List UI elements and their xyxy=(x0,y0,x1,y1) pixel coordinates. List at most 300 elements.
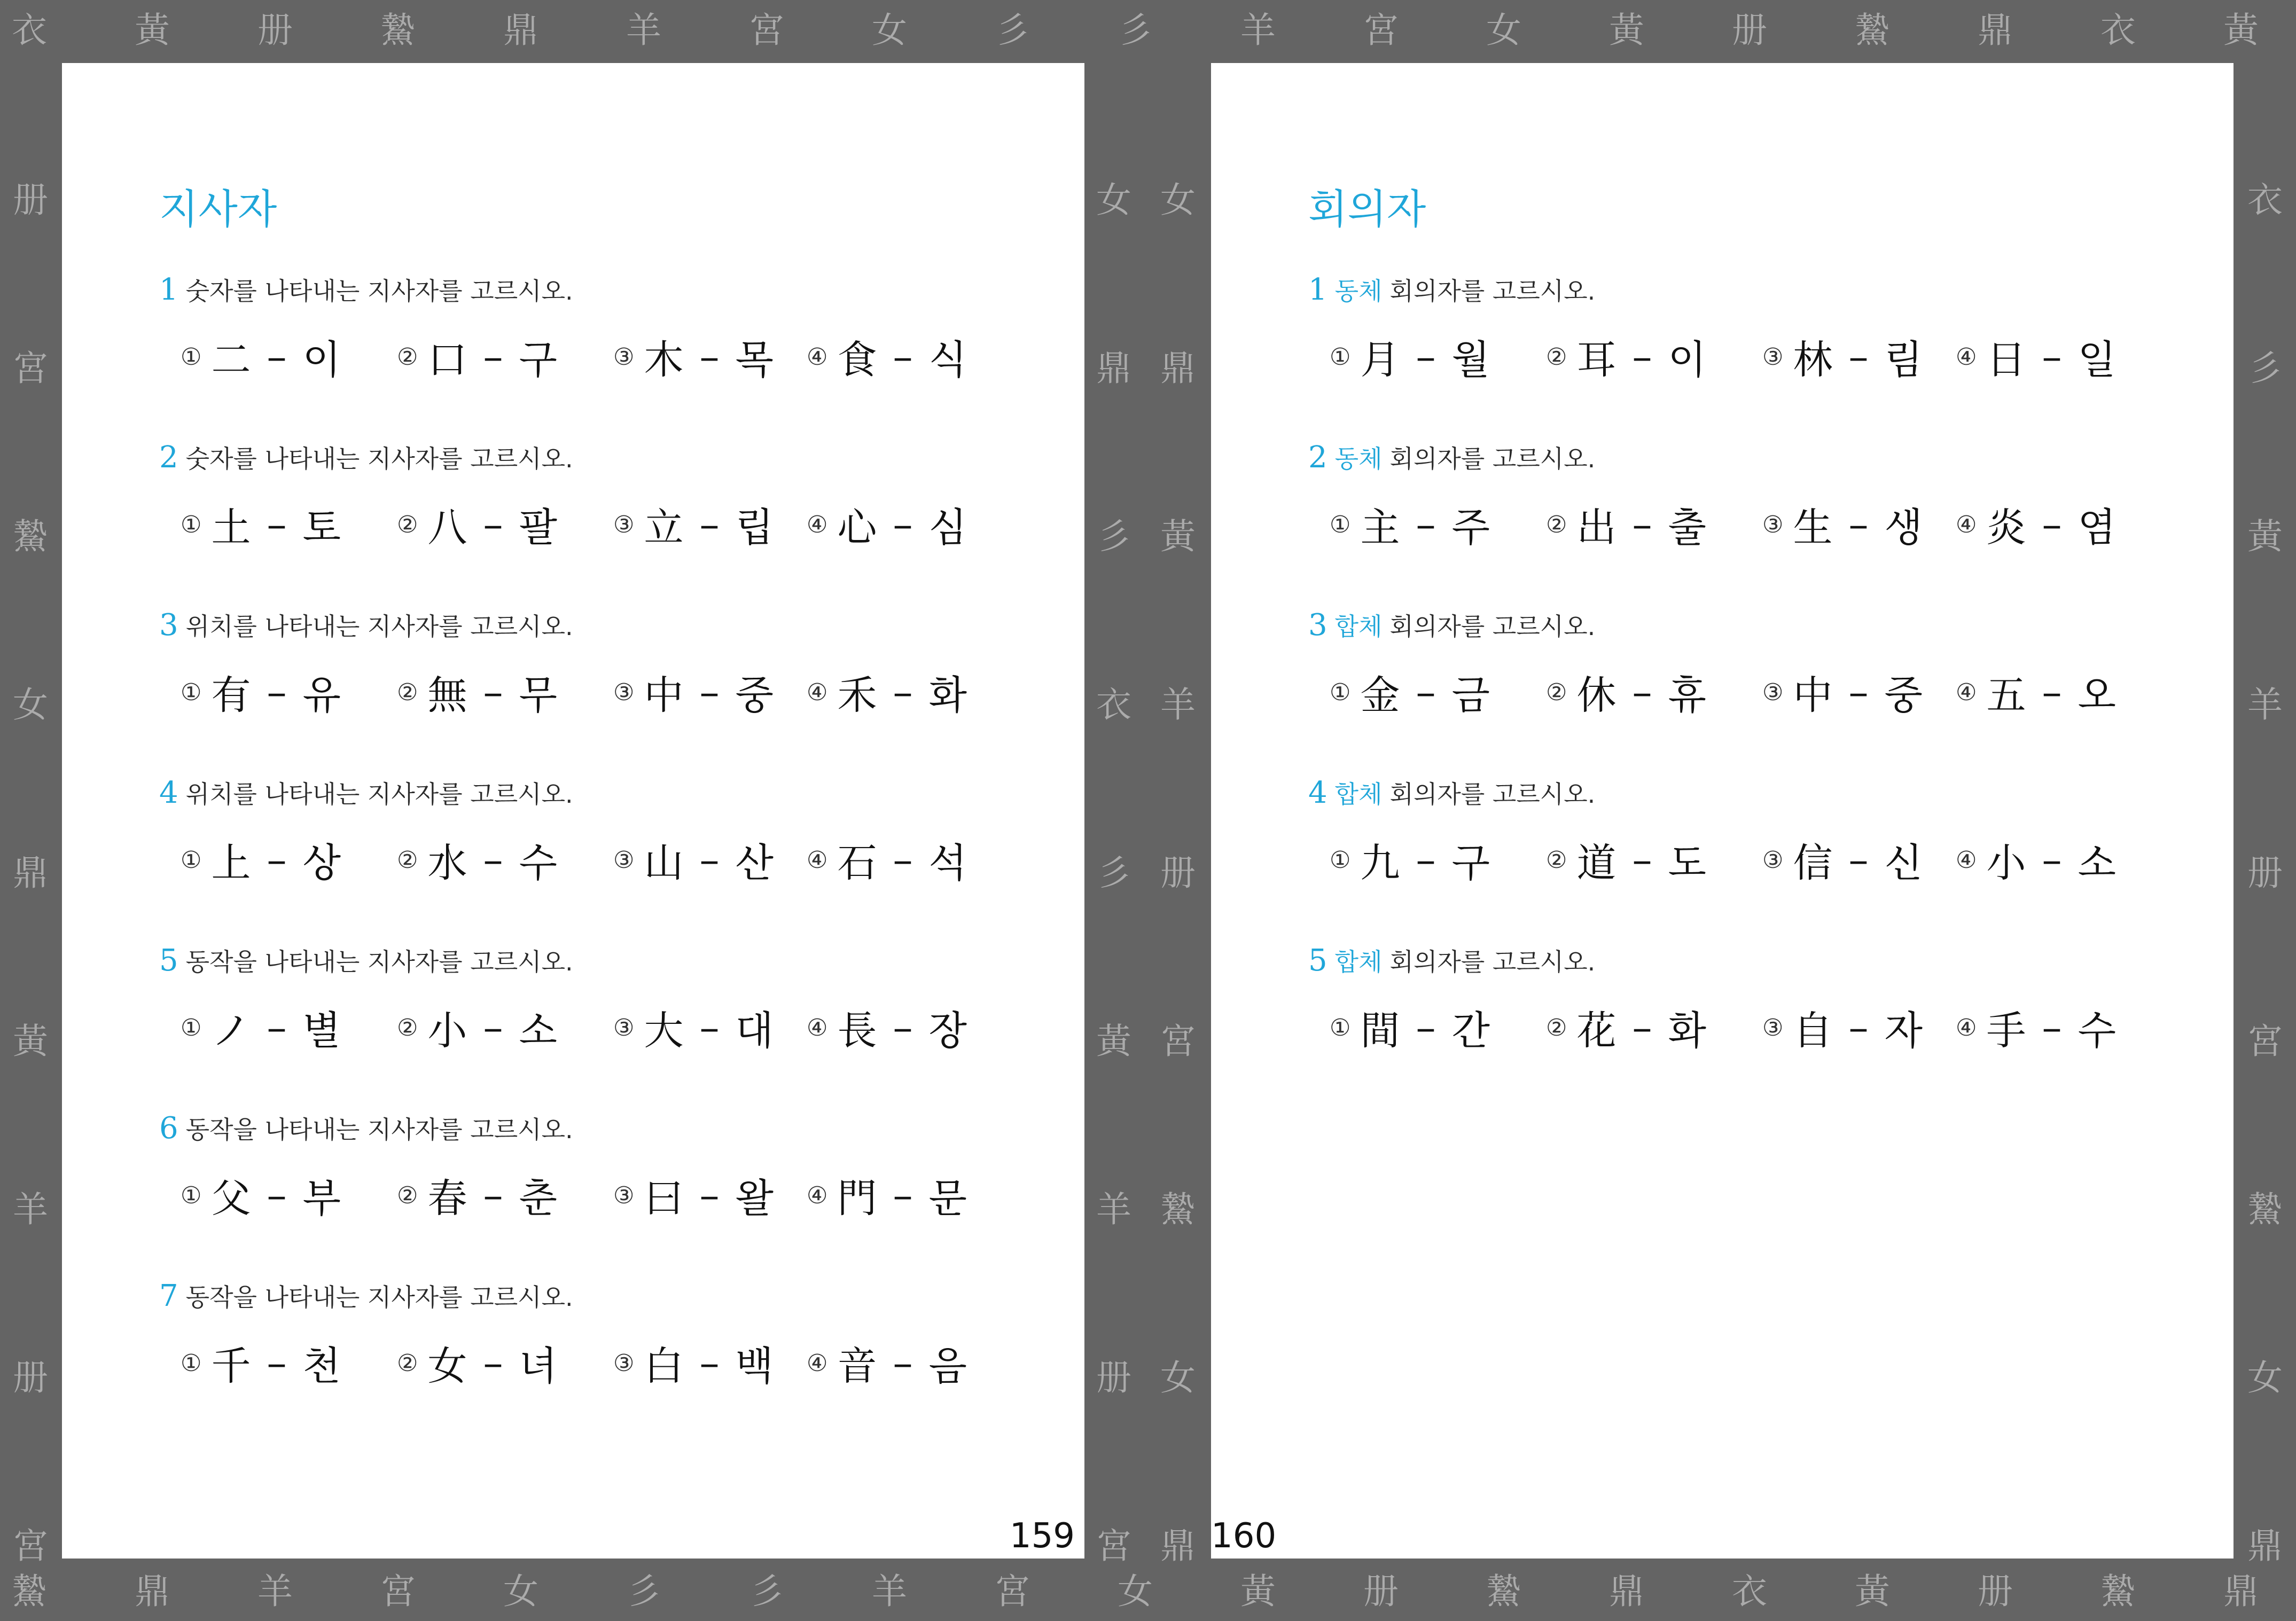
answer-option-3[interactable] xyxy=(1762,998,1956,1057)
option-marker: ② xyxy=(1546,1014,1567,1041)
option-hanja: 小 xyxy=(427,1008,467,1054)
border-ornament: 衣 xyxy=(2100,10,2136,51)
option-hanja: 九 xyxy=(1360,840,1400,886)
question-prompt xyxy=(159,777,573,810)
border-ornament: 羊 xyxy=(257,1571,293,1612)
border-ornament: 彡 xyxy=(1096,516,1131,557)
option-dash: – xyxy=(267,1005,287,1051)
answer-option-1[interactable] xyxy=(181,998,397,1057)
answer-option-1[interactable] xyxy=(1330,831,1546,889)
option-dash: – xyxy=(483,502,503,547)
option-dash: – xyxy=(2042,837,2062,883)
option-dash: – xyxy=(1848,334,1869,380)
border-ornament: 衣 xyxy=(12,10,47,51)
option-marker: ② xyxy=(397,1181,418,1209)
option-hanja: 立 xyxy=(644,505,684,551)
question-tag: 동체 xyxy=(1334,444,1383,473)
question-text: 회의자를 고르시오. xyxy=(1389,444,1596,473)
option-hanja: 中 xyxy=(644,672,684,718)
question-text: 회의자를 고르시오. xyxy=(1389,277,1596,306)
option-dash: – xyxy=(2042,334,2062,380)
option-marker: ② xyxy=(397,1349,418,1377)
option-dash: – xyxy=(699,669,720,715)
option-marker: ① xyxy=(1330,846,1351,874)
answer-options xyxy=(181,831,1025,889)
answer-option-2[interactable] xyxy=(1546,998,1762,1057)
answer-option-3[interactable] xyxy=(613,663,807,722)
answer-option-1[interactable] xyxy=(181,495,397,554)
question-5 xyxy=(159,945,1041,1111)
option-dash: – xyxy=(893,837,913,883)
answer-option-3[interactable] xyxy=(1762,831,1956,889)
answer-option-4[interactable] xyxy=(807,1166,1000,1225)
question-6 xyxy=(159,1113,1041,1279)
option-marker: ① xyxy=(1330,678,1351,706)
option-reading: 오 xyxy=(2078,672,2116,718)
option-dash: – xyxy=(893,334,913,380)
option-dash: – xyxy=(699,837,720,883)
option-marker: ② xyxy=(1546,343,1567,371)
option-dash: – xyxy=(893,502,913,547)
answer-option-3[interactable] xyxy=(613,831,807,889)
option-dash: – xyxy=(1848,502,1869,547)
option-hanja: 石 xyxy=(837,840,877,886)
option-marker: ④ xyxy=(1956,343,1977,371)
question-4 xyxy=(1308,777,2190,944)
border-ornament: 鼎 xyxy=(13,852,48,894)
option-marker: ① xyxy=(181,1349,202,1377)
option-reading: 토 xyxy=(302,505,341,551)
border-ornament: 䲀 xyxy=(1160,1189,1196,1230)
option-hanja: 門 xyxy=(837,1176,877,1221)
option-hanja: 主 xyxy=(1360,505,1400,551)
option-marker: ④ xyxy=(807,1014,828,1041)
answer-option-1[interactable] xyxy=(181,1166,397,1225)
option-hanja: 出 xyxy=(1576,505,1616,551)
option-marker: ④ xyxy=(807,846,828,874)
option-reading: 수 xyxy=(2078,1008,2116,1054)
option-hanja: 花 xyxy=(1576,1008,1616,1054)
border-ornament: 羊 xyxy=(1160,684,1196,725)
option-marker: ② xyxy=(1546,511,1567,538)
option-marker: ② xyxy=(397,678,418,706)
border-ornament: 羊 xyxy=(13,1189,48,1230)
option-hanja: 曰 xyxy=(644,1176,684,1221)
answer-option-3[interactable] xyxy=(1762,663,1956,722)
answer-option-4[interactable] xyxy=(1956,831,2149,889)
border-ornament: 女 xyxy=(2247,1357,2283,1398)
option-reading: 문 xyxy=(928,1176,967,1221)
border-ornament: 鼎 xyxy=(2223,1571,2259,1612)
option-hanja: 休 xyxy=(1576,672,1616,718)
option-reading: 유 xyxy=(302,672,341,718)
option-hanja: 千 xyxy=(211,1343,251,1389)
answer-option-4[interactable] xyxy=(1956,327,2149,386)
border-ornament: 彡 xyxy=(1096,852,1131,894)
option-marker: ② xyxy=(397,1014,418,1041)
option-dash: – xyxy=(483,837,503,883)
question-prompt xyxy=(1308,609,1595,643)
border-ornament: 黃 xyxy=(1096,1021,1131,1062)
question-number: 1 xyxy=(159,272,178,307)
question-text: 숫자를 나타내는 지사자를 고르시오. xyxy=(185,277,573,306)
option-dash: – xyxy=(699,1172,720,1218)
border-ornament: 女 xyxy=(872,10,907,51)
answer-option-1[interactable] xyxy=(181,831,397,889)
answer-option-3[interactable] xyxy=(1762,495,1956,554)
border-ornament: 鼎 xyxy=(135,1571,170,1612)
answer-option-4[interactable] xyxy=(1956,998,2149,1057)
option-dash: – xyxy=(267,837,287,883)
option-marker: ② xyxy=(397,343,418,371)
option-dash: – xyxy=(1416,837,1436,883)
answer-option-2[interactable] xyxy=(397,998,613,1057)
question-5 xyxy=(1308,945,2190,1111)
option-dash: – xyxy=(267,669,287,715)
answer-option-2[interactable] xyxy=(397,1334,613,1392)
option-hanja: 有 xyxy=(211,672,251,718)
question-number: 5 xyxy=(159,943,178,978)
answer-option-4[interactable] xyxy=(807,831,1000,889)
option-reading: 구 xyxy=(519,337,557,383)
answer-option-2[interactable] xyxy=(397,831,613,889)
option-hanja: 無 xyxy=(427,672,467,718)
option-reading: 소 xyxy=(519,1008,557,1054)
question-text: 숫자를 나타내는 지사자를 고르시오. xyxy=(185,444,573,473)
option-reading: 목 xyxy=(735,337,774,383)
answer-options xyxy=(181,327,1025,386)
answer-options xyxy=(181,1334,1025,1392)
question-7 xyxy=(159,1280,1041,1447)
question-tag: 합체 xyxy=(1334,780,1383,809)
option-hanja: 小 xyxy=(1986,840,2026,886)
border-ornament: 宮 xyxy=(13,348,48,389)
option-reading: 이 xyxy=(302,337,341,383)
answer-option-1[interactable] xyxy=(1330,327,1546,386)
answer-option-1[interactable] xyxy=(181,327,397,386)
option-marker: ④ xyxy=(1956,678,1977,706)
option-marker: ② xyxy=(1546,846,1567,874)
option-dash: – xyxy=(1416,334,1436,380)
option-dash: – xyxy=(699,1005,720,1051)
option-dash: – xyxy=(267,334,287,380)
border-ornament: 黃 xyxy=(2247,516,2283,557)
border-ornament: 䲀 xyxy=(12,1571,47,1612)
border-ornament: 䲀 xyxy=(1486,1571,1521,1612)
answer-option-1[interactable] xyxy=(181,1334,397,1392)
option-dash: – xyxy=(267,1172,287,1218)
option-marker: ② xyxy=(397,511,418,538)
answer-option-3[interactable] xyxy=(613,327,807,386)
option-hanja: 生 xyxy=(1793,505,1833,551)
answer-options xyxy=(1330,327,2174,386)
option-dash: – xyxy=(1632,669,1652,715)
option-hanja: 上 xyxy=(211,840,251,886)
option-marker: ③ xyxy=(1762,1014,1784,1041)
question-text: 위치를 나타내는 지사자를 고르시오. xyxy=(185,780,573,809)
option-reading: 춘 xyxy=(519,1176,557,1221)
option-hanja: 炎 xyxy=(1986,505,2026,551)
option-hanja: 木 xyxy=(644,337,684,383)
answer-option-2[interactable] xyxy=(397,495,613,554)
border-ornament: 册 xyxy=(1978,1571,2013,1612)
border-ornament: 女 xyxy=(1096,179,1131,221)
question-number: 3 xyxy=(1308,608,1327,643)
border-ornament: 册 xyxy=(1363,1571,1399,1612)
question-2 xyxy=(1308,442,2190,608)
option-marker: ④ xyxy=(1956,846,1977,874)
answer-option-4[interactable] xyxy=(807,998,1000,1057)
option-hanja: 月 xyxy=(1360,337,1400,383)
option-marker: ③ xyxy=(613,1349,635,1377)
option-marker: ② xyxy=(397,846,418,874)
border-ornament: 黃 xyxy=(1609,10,1644,51)
question-number: 2 xyxy=(1308,440,1327,475)
option-reading: 이 xyxy=(1668,337,1706,383)
option-reading: 심 xyxy=(928,505,967,551)
option-marker: ④ xyxy=(807,678,828,706)
option-reading: 중 xyxy=(1884,672,1923,718)
border-ornament: 彡 xyxy=(995,10,1030,51)
border-ornament: 宮 xyxy=(749,10,784,51)
option-marker: ① xyxy=(1330,1014,1351,1041)
answer-option-2[interactable] xyxy=(1546,663,1762,722)
option-reading: 휴 xyxy=(1668,672,1706,718)
border-ornament: 册 xyxy=(1160,852,1196,894)
option-reading: 팔 xyxy=(519,505,557,551)
option-hanja: 食 xyxy=(837,337,877,383)
answer-option-1[interactable] xyxy=(181,663,397,722)
option-hanja: 禾 xyxy=(837,672,877,718)
question-prompt xyxy=(159,274,573,307)
answer-option-4[interactable] xyxy=(1956,663,2149,722)
option-reading: 화 xyxy=(1668,1008,1706,1054)
option-dash: – xyxy=(483,1005,503,1051)
answer-option-3[interactable] xyxy=(613,998,807,1057)
option-dash: – xyxy=(483,1340,503,1386)
option-marker: ④ xyxy=(807,343,828,371)
option-reading: 음 xyxy=(928,1343,967,1389)
border-ornament: 䲀 xyxy=(13,516,48,557)
option-reading: 화 xyxy=(928,672,967,718)
border-ornament: 册 xyxy=(2247,852,2283,894)
border-ornament: 彡 xyxy=(2247,348,2283,389)
border-ornament: 黃 xyxy=(1240,1571,1276,1612)
border-ornament: 彡 xyxy=(1118,10,1153,51)
option-hanja: 自 xyxy=(1793,1008,1833,1054)
border-ornament: 女 xyxy=(1486,10,1521,51)
border-ornament: 黃 xyxy=(1160,516,1196,557)
border-ornament: 鼎 xyxy=(1609,1571,1644,1612)
option-dash: – xyxy=(267,1340,287,1386)
answer-option-2[interactable] xyxy=(1546,831,1762,889)
question-prompt xyxy=(159,609,573,643)
option-hanja: 耳 xyxy=(1576,337,1616,383)
option-dash: – xyxy=(893,1005,913,1051)
question-text: 위치를 나타내는 지사자를 고르시오. xyxy=(185,612,573,641)
option-dash: – xyxy=(1416,502,1436,547)
option-reading: 림 xyxy=(1884,337,1923,383)
option-hanja: 二 xyxy=(211,337,251,383)
question-number: 5 xyxy=(1308,943,1327,978)
option-reading: 녀 xyxy=(519,1343,557,1389)
question-1 xyxy=(159,274,1041,441)
page-left xyxy=(62,63,1084,1559)
option-reading: 주 xyxy=(1451,505,1490,551)
option-hanja: 父 xyxy=(211,1176,251,1221)
option-reading: 생 xyxy=(1884,505,1923,551)
option-hanja: 手 xyxy=(1986,1008,2026,1054)
border-ornament: 册 xyxy=(13,179,48,221)
border-ornament: 鼎 xyxy=(503,10,538,51)
border-ornament: 䲀 xyxy=(2100,1571,2136,1612)
question-2 xyxy=(159,442,1041,608)
option-marker: ③ xyxy=(613,846,635,874)
option-dash: – xyxy=(2042,669,2062,715)
answer-option-2[interactable] xyxy=(397,663,613,722)
option-hanja: 八 xyxy=(427,505,467,551)
option-hanja: 中 xyxy=(1793,672,1833,718)
border-ornament: 䲀 xyxy=(380,10,416,51)
border-ornament: 册 xyxy=(1732,10,1767,51)
option-marker: ④ xyxy=(807,1349,828,1377)
option-dash: – xyxy=(1416,669,1436,715)
answer-option-1[interactable] xyxy=(1330,998,1546,1057)
question-1 xyxy=(1308,274,2190,441)
option-hanja: 水 xyxy=(427,840,467,886)
answer-options xyxy=(181,998,1025,1057)
option-marker: ③ xyxy=(1762,343,1784,371)
option-dash: – xyxy=(893,1340,913,1386)
option-reading: 염 xyxy=(2078,505,2116,551)
answer-options xyxy=(181,495,1025,554)
question-prompt xyxy=(1308,274,1595,307)
answer-option-3[interactable] xyxy=(613,495,807,554)
option-hanja: 春 xyxy=(427,1176,467,1221)
option-dash: – xyxy=(1848,669,1869,715)
option-reading: 부 xyxy=(302,1176,341,1221)
option-dash: – xyxy=(1848,1005,1869,1051)
option-reading: 산 xyxy=(735,840,774,886)
answer-option-3[interactable] xyxy=(1762,327,1956,386)
border-ornament: 羊 xyxy=(1240,10,1276,51)
border-ornament: 羊 xyxy=(1096,1189,1131,1230)
answer-option-2[interactable] xyxy=(1546,495,1762,554)
question-number: 4 xyxy=(1308,776,1327,810)
answer-options xyxy=(1330,998,2174,1057)
answer-option-4[interactable] xyxy=(807,1334,1000,1392)
answer-options xyxy=(181,1166,1025,1225)
option-reading: 대 xyxy=(735,1008,774,1054)
option-dash: – xyxy=(1416,1005,1436,1051)
border-ornament: 黃 xyxy=(13,1021,48,1062)
option-dash: – xyxy=(699,502,720,547)
question-text: 회의자를 고르시오. xyxy=(1389,612,1596,641)
option-marker: ① xyxy=(1330,343,1351,371)
question-number: 6 xyxy=(159,1111,178,1146)
question-prompt xyxy=(159,1280,573,1313)
option-marker: ④ xyxy=(807,1181,828,1209)
border-ornament: 羊 xyxy=(872,1571,907,1612)
option-reading: 무 xyxy=(519,672,557,718)
option-marker: ③ xyxy=(613,678,635,706)
option-dash: – xyxy=(893,1172,913,1218)
border-ornament: 彡 xyxy=(626,1571,661,1612)
answer-option-3[interactable] xyxy=(613,1334,807,1392)
page-right xyxy=(1211,63,2233,1559)
question-3 xyxy=(1308,609,2190,776)
border-ornament: 女 xyxy=(1160,179,1196,221)
answer-option-3[interactable] xyxy=(613,1166,807,1225)
option-reading: 천 xyxy=(302,1343,341,1389)
option-reading: 상 xyxy=(302,840,341,886)
border-ornament: 衣 xyxy=(1096,684,1131,725)
section-title: 지사자 xyxy=(159,185,277,233)
border-ornament: 女 xyxy=(1160,1357,1196,1398)
answer-option-1[interactable] xyxy=(1330,663,1546,722)
option-reading: 간 xyxy=(1451,1008,1490,1054)
answer-option-4[interactable] xyxy=(1956,495,2149,554)
option-marker: ① xyxy=(181,846,202,874)
answer-option-4[interactable] xyxy=(807,495,1000,554)
question-number: 1 xyxy=(1308,272,1327,307)
border-ornament: 䲀 xyxy=(2247,1189,2283,1230)
border-ornament: 宮 xyxy=(380,1571,416,1612)
question-prompt xyxy=(1308,442,1595,475)
question-text: 회의자를 고르시오. xyxy=(1389,947,1596,976)
answer-option-4[interactable] xyxy=(807,663,1000,722)
option-dash: – xyxy=(1632,1005,1652,1051)
border-ornament: 宮 xyxy=(1096,1525,1131,1567)
answer-option-2[interactable] xyxy=(397,327,613,386)
option-hanja: 土 xyxy=(211,505,251,551)
question-tag: 동체 xyxy=(1334,277,1383,306)
border-ornament: 衣 xyxy=(2247,179,2283,221)
option-hanja: 白 xyxy=(644,1343,684,1389)
question-prompt xyxy=(159,442,573,475)
border-ornament: 鼎 xyxy=(1978,10,2013,51)
option-marker: ④ xyxy=(807,511,828,538)
option-reading: 신 xyxy=(1884,840,1923,886)
option-reading: 도 xyxy=(1668,840,1706,886)
border-ornament: 羊 xyxy=(626,10,661,51)
option-reading: 별 xyxy=(302,1008,341,1054)
answer-option-2[interactable] xyxy=(397,1166,613,1225)
answer-options xyxy=(181,663,1025,722)
border-ornament: 衣 xyxy=(1732,1571,1767,1612)
option-hanja: 日 xyxy=(1986,337,2026,383)
option-marker: ③ xyxy=(1762,678,1784,706)
answer-option-4[interactable] xyxy=(807,327,1000,386)
answer-options xyxy=(1330,831,2174,889)
question-text: 동작을 나타내는 지사자를 고르시오. xyxy=(185,1283,573,1312)
option-reading: 소 xyxy=(2078,840,2116,886)
border-ornament: 册 xyxy=(13,1357,48,1398)
option-hanja: 音 xyxy=(837,1343,877,1389)
option-reading: 왈 xyxy=(735,1176,774,1221)
option-dash: – xyxy=(699,334,720,380)
question-number: 3 xyxy=(159,608,178,643)
border-ornament: 女 xyxy=(13,684,48,725)
option-hanja: 山 xyxy=(644,840,684,886)
option-hanja: 金 xyxy=(1360,672,1400,718)
option-marker: ② xyxy=(1546,678,1567,706)
option-reading: 백 xyxy=(735,1343,774,1389)
option-hanja: 口 xyxy=(427,337,467,383)
answer-option-1[interactable] xyxy=(1330,495,1546,554)
answer-option-2[interactable] xyxy=(1546,327,1762,386)
page-number: 159 xyxy=(1009,1516,1075,1556)
